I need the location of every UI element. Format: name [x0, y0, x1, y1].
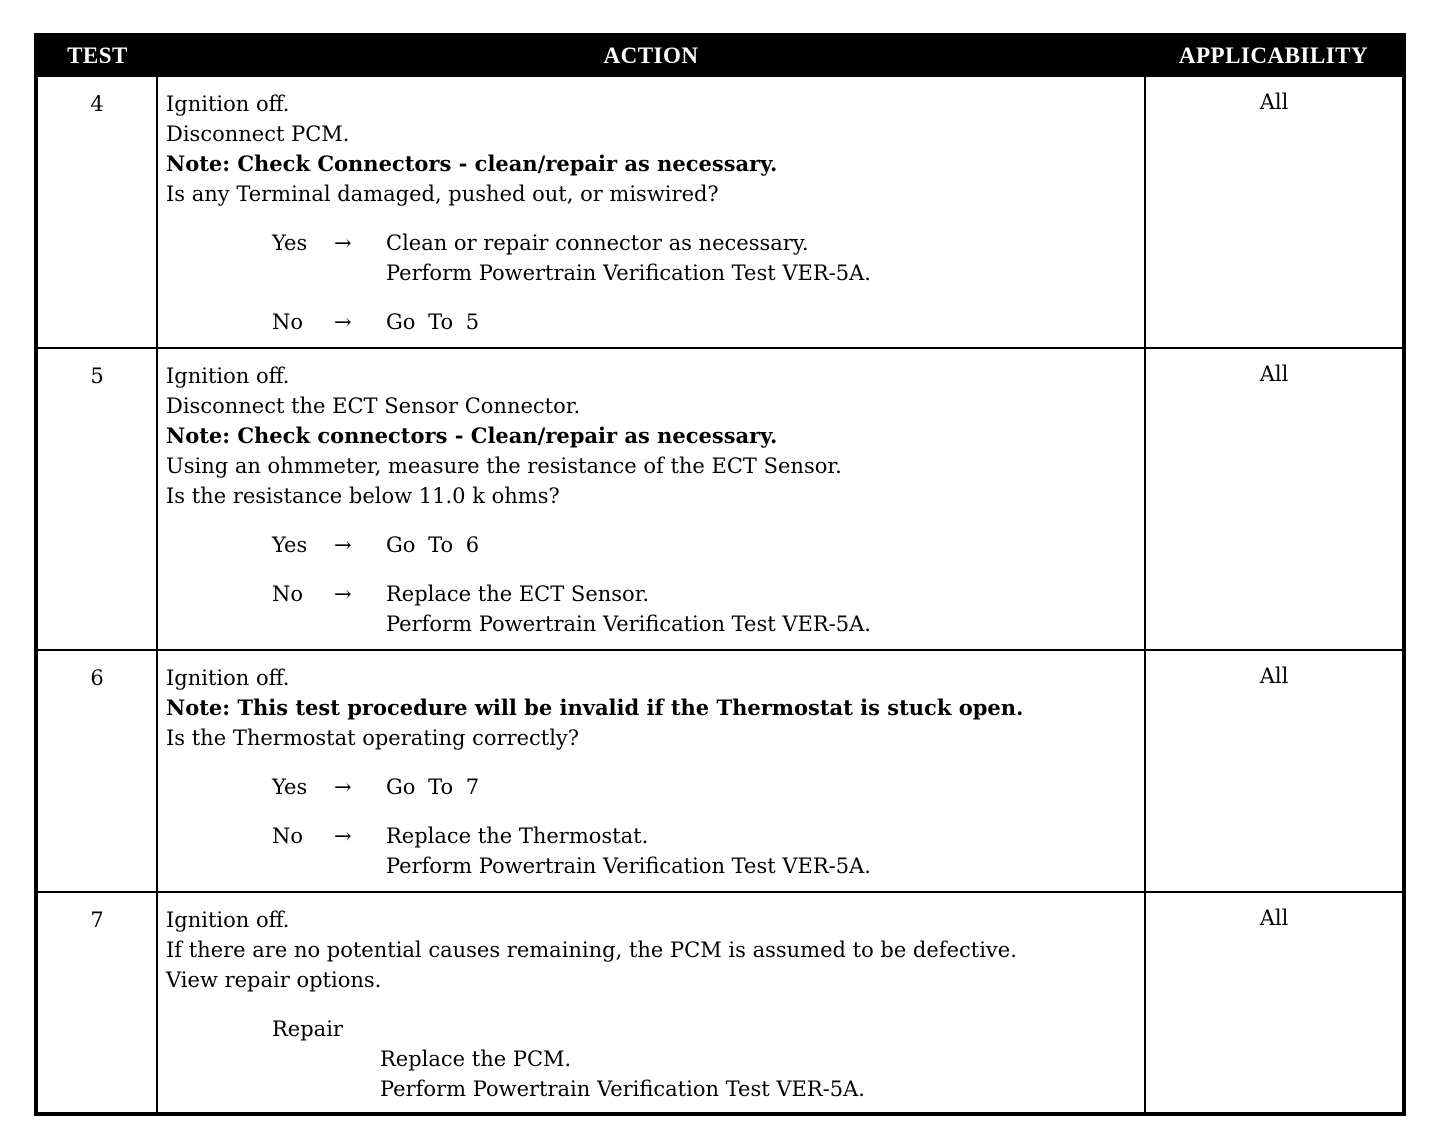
action-cell: [157, 76, 1145, 348]
table-row: [36, 892, 1404, 1114]
action-cell: [157, 650, 1145, 892]
right-arrow-icon: →: [334, 310, 352, 334]
action-step: Disconnect PCM.: [166, 122, 350, 146]
repair-label: Repair: [272, 1017, 343, 1041]
right-arrow-icon: →: [334, 582, 352, 606]
no-option: [166, 821, 1136, 881]
no-option: [166, 307, 1136, 337]
action-question: Is any Terminal damaged, pushed out, or miswired?: [166, 182, 719, 206]
test-number: 7: [36, 892, 157, 1114]
action-step: Disconnect the ECT Sensor Connector.: [166, 394, 581, 418]
no-label: No: [272, 582, 304, 606]
applicability-value: All: [1145, 76, 1404, 348]
action-question: Is the Thermostat operating correctly?: [166, 726, 580, 750]
action-cell: [157, 348, 1145, 650]
action-question: Is the resistance below 11.0 k ohms?: [166, 484, 560, 508]
table-row: [36, 348, 1404, 650]
action-step: Ignition off.: [166, 908, 290, 932]
no-result: Go To 5: [386, 310, 480, 334]
no-option: [166, 579, 1136, 639]
yes-result: Go To 6: [386, 533, 480, 557]
yes-option: [166, 228, 1136, 288]
yes-option: [166, 530, 1136, 560]
repair-option: [166, 1014, 1136, 1104]
table-row: [36, 650, 1404, 892]
header-test: TEST: [36, 35, 157, 76]
table-header-row: [36, 35, 1404, 76]
applicability-value: All: [1145, 650, 1404, 892]
action-step: If there are no potential causes remaining, the PCM is assumed to be defective.: [166, 938, 1017, 962]
right-arrow-icon: →: [334, 533, 352, 557]
applicability-value: All: [1145, 892, 1404, 1114]
test-number: 5: [36, 348, 157, 650]
action-step: Ignition off.: [166, 92, 290, 116]
header-applicability: APPLICABILITY: [1145, 35, 1404, 76]
yes-result: Clean or repair connector as necessary.: [386, 231, 809, 255]
right-arrow-icon: →: [334, 775, 352, 799]
yes-result: Go To 7: [386, 775, 480, 799]
action-step: View repair options.: [166, 968, 382, 992]
yes-label: Yes: [272, 533, 308, 557]
right-arrow-icon: →: [334, 824, 352, 848]
repair-step: Replace the PCM.: [380, 1047, 572, 1071]
no-label: No: [272, 824, 304, 848]
diagnostic-test-table: [34, 33, 1406, 1116]
yes-option: [166, 772, 1136, 802]
header-action: ACTION: [157, 35, 1145, 76]
right-arrow-icon: →: [334, 231, 352, 255]
action-cell: [157, 892, 1145, 1114]
yes-label: Yes: [272, 231, 308, 255]
test-number: 4: [36, 76, 157, 348]
action-step: Ignition off.: [166, 666, 290, 690]
yes-result: Perform Powertrain Verification Test VER-5A.: [386, 261, 871, 285]
no-result: Replace the Thermostat.: [386, 824, 649, 848]
action-note: Note: This test procedure will be invalid if the Thermostat is stuck open.: [166, 695, 1024, 720]
action-note: Note: Check connectors - Clean/repair as necessary.: [166, 423, 778, 448]
action-step: Ignition off.: [166, 364, 290, 388]
table-row: [36, 76, 1404, 348]
repair-step: Perform Powertrain Verification Test VER-5A.: [380, 1077, 865, 1101]
no-result: Perform Powertrain Verification Test VER-5A.: [386, 854, 871, 878]
no-label: No: [272, 310, 304, 334]
yes-label: Yes: [272, 775, 308, 799]
action-question: Using an ohmmeter, measure the resistance of the ECT Sensor.: [166, 454, 842, 478]
test-number: 6: [36, 650, 157, 892]
no-result: Perform Powertrain Verification Test VER-5A.: [386, 612, 871, 636]
no-result: Replace the ECT Sensor.: [386, 582, 650, 606]
applicability-value: All: [1145, 348, 1404, 650]
action-note: Note: Check Connectors - clean/repair as necessary.: [166, 151, 778, 176]
